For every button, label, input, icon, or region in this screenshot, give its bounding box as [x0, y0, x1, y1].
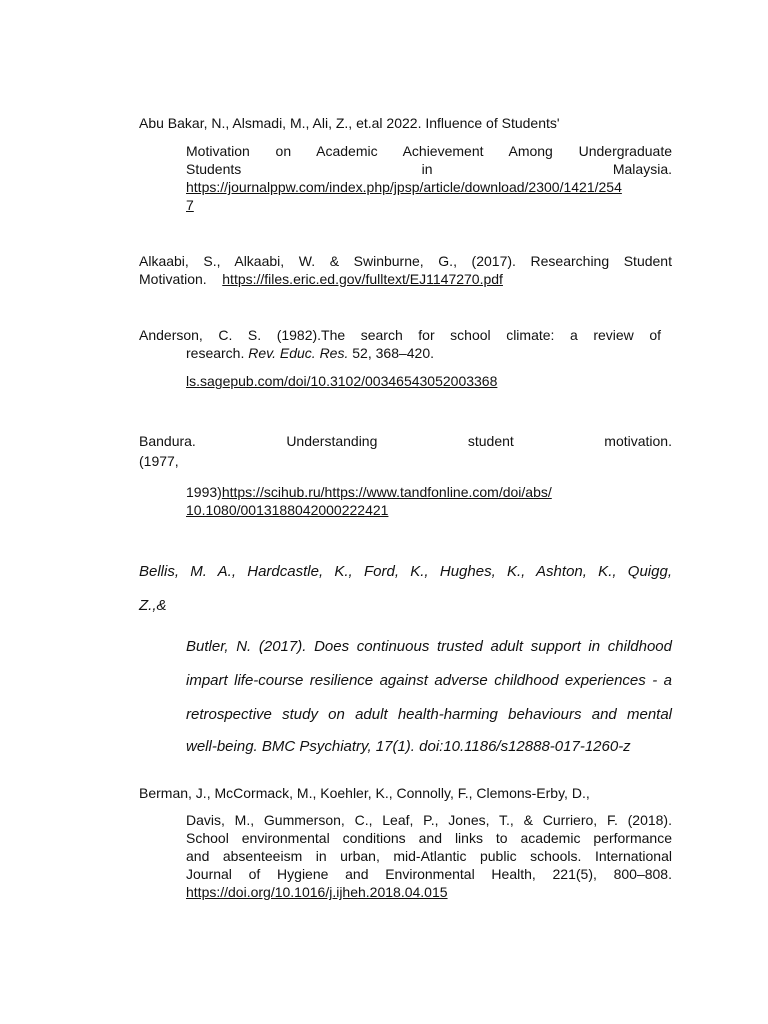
ref3-text: research. — [186, 345, 245, 361]
ref2-url-link[interactable]: https://files.eric.ed.gov/fulltext/EJ1147270.pdf — [222, 271, 503, 287]
ref2-authors: Alkaabi, S., Alkaabi, W. & Swinburne, G., (2017). Researching Student — [139, 253, 672, 269]
ref1-url-link[interactable]: https://journalppw.com/index.php/jpsp/article/download/2300/1421/254 — [186, 179, 622, 195]
ref3-url-link[interactable]: ls.sagepub.com/doi/10.3102/00346543052003368 — [186, 373, 498, 389]
ref6-authors: Berman, J., McCormack, M., Koehler, K., Connolly, F., Clemons-Erby, D., — [139, 785, 590, 801]
ref6-title-line: School environmental conditions and links to academic performance — [186, 830, 672, 846]
ref4-word: student — [467, 433, 514, 449]
ref4-title-line — [139, 432, 672, 450]
ref1-title-line-2 — [186, 160, 672, 178]
ref5-doi-line: well-being. BMC Psychiatry, 17(1). doi:10.1186/s12888-017-1260-z — [186, 738, 631, 755]
ref4-word: Understanding — [286, 433, 378, 449]
ref4-word: Bandura. — [139, 433, 196, 449]
ref3-authors: Anderson, C. S. (1982).The search for school climate: a review of — [139, 327, 661, 343]
ref1-url-link-cont[interactable]: 7 — [186, 197, 194, 213]
ref4-word: motivation. — [604, 433, 672, 449]
ref5-title-line: retrospective study on adult health-harming behaviours and mental — [186, 706, 672, 723]
ref3-journal: Rev. Educ. Res. — [248, 345, 349, 361]
ref6-doi-link[interactable]: https://doi.org/10.1016/j.ijheh.2018.04.015 — [186, 884, 448, 900]
ref1-authors: Abu Bakar, N., Alsmadi, M., Ali, Z., et.al 2022. Influence of Students' — [139, 115, 560, 131]
ref6-title-line: and absenteeism in urban, mid-Atlantic public schools. International — [186, 848, 672, 864]
ref3-line-2 — [186, 344, 434, 362]
ref2-line-2 — [139, 270, 503, 288]
ref4-url-link[interactable]: https://scihub.ru/https://www.tandfonline.com/doi/abs/ — [221, 484, 552, 500]
ref5-authors-cont: Z.,& — [139, 597, 167, 614]
ref1-word: Malaysia. — [612, 161, 672, 177]
ref5-authors: Bellis, M. A., Hardcastle, K., Ford, K., Hughes, K., Ashton, K., Quigg, — [139, 563, 672, 580]
ref4-year-open: (1977, — [139, 453, 179, 469]
ref5-title-line: impart life-course resilience against adverse childhood experiences - a — [186, 672, 672, 689]
ref4-year: 1993) — [186, 484, 222, 500]
ref1-word: Students — [186, 161, 242, 177]
ref6-authors-cont: Davis, M., Gummerson, C., Leaf, P., Jones, T., & Curriero, F. (2018). — [186, 812, 672, 828]
ref5-title-line: Butler, N. (2017). Does continuous trusted adult support in childhood — [186, 638, 672, 655]
ref2-text: Motivation. — [139, 271, 207, 287]
ref3-pages: 52, 368–420. — [352, 345, 435, 361]
ref4-line-3 — [186, 483, 552, 501]
ref6-journal-line: Journal of Hygiene and Environmental Health, 221(5), 800–808. — [186, 866, 672, 882]
ref1-title-line: Motivation on Academic Achievement Among Undergraduate — [186, 143, 672, 159]
ref1-word: in — [421, 161, 433, 177]
ref4-url-link-cont[interactable]: 10.1080/0013188042000222421 — [186, 502, 389, 518]
